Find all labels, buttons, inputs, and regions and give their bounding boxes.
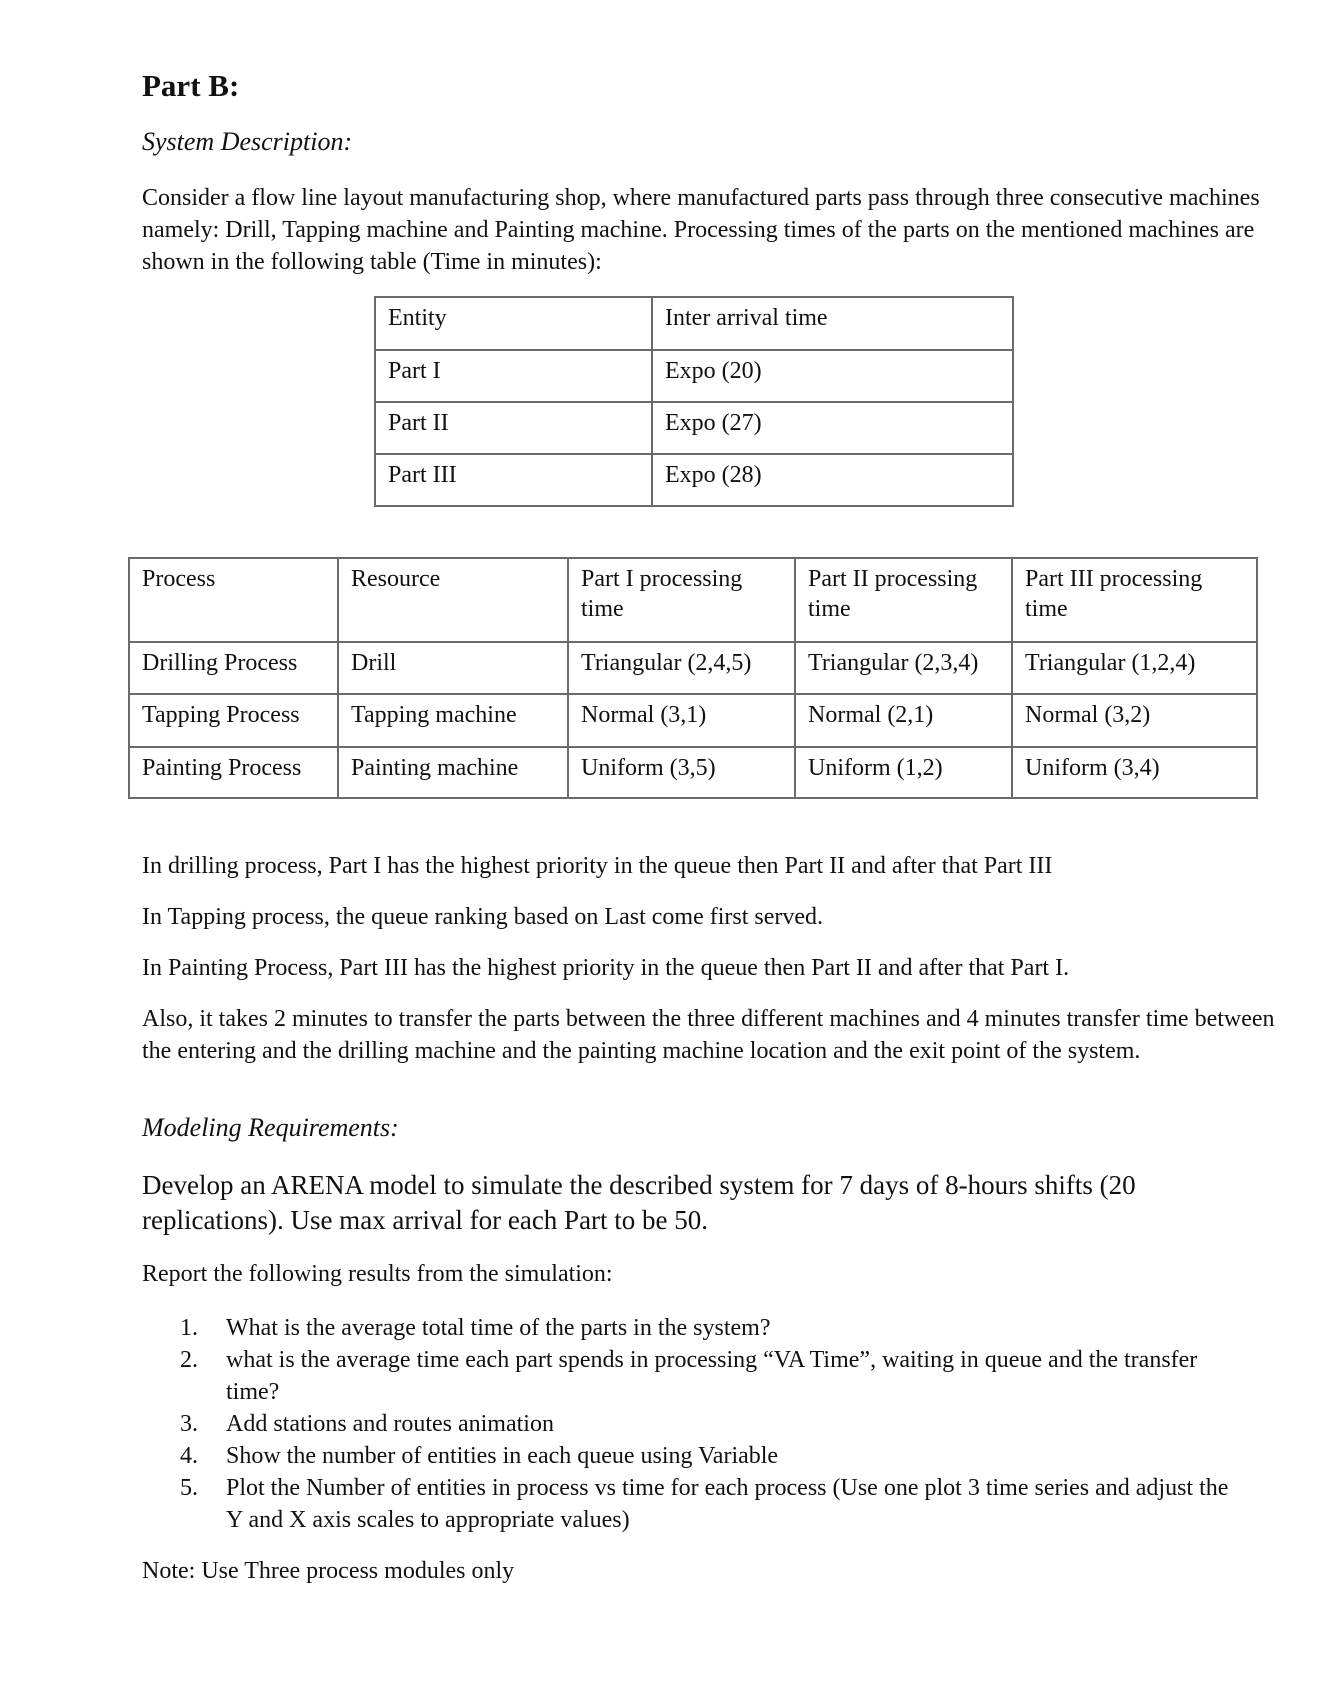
process-table	[128, 557, 1258, 799]
table-cell: Part III	[375, 454, 652, 506]
rule-painting-priority: In Painting Process, Part III has the highest priority in the queue then Part II and after that Part I.	[142, 955, 1070, 981]
list-item	[180, 1472, 1240, 1536]
rule-transfer-times: Also, it takes 2 minutes to transfer the parts between the three different machines and 4 minutes transfer time between the entering and the drilling machine and the painting machine location and the exit point of the system.	[142, 1006, 1275, 1064]
arrival-table	[374, 296, 1014, 507]
table-header-row	[129, 558, 1257, 642]
table-header-cell: Process	[129, 558, 338, 642]
table-header-row	[375, 297, 1013, 350]
list-item	[180, 1440, 1240, 1472]
list-number: 4.	[180, 1443, 198, 1469]
table-cell: Part II	[375, 402, 652, 454]
list-item	[180, 1312, 1240, 1344]
note: Note: Use Three process modules only	[142, 1558, 515, 1584]
list-item	[180, 1408, 1240, 1440]
rule-drilling-priority: In drilling process, Part I has the highest priority in the queue then Part II and after that Part III	[142, 853, 1053, 879]
table-cell: Triangular (2,4,5)	[568, 642, 795, 694]
table-header-cell: Part II processing time	[795, 558, 1012, 642]
modeling-requirements-heading: Modeling Requirements:	[142, 1113, 399, 1142]
table-row	[129, 642, 1257, 694]
table-cell: Tapping machine	[338, 694, 568, 747]
table-cell: Expo (27)	[652, 402, 1013, 454]
table-header-cell: Part I processing time	[568, 558, 795, 642]
table-cell: Uniform (3,5)	[568, 747, 795, 798]
table-cell: Expo (20)	[652, 350, 1013, 402]
table-cell: Normal (2,1)	[795, 694, 1012, 747]
system-description-intro: Consider a flow line layout manufacturing shop, where manufactured parts pass through three consecutive machines namely: Drill, Tapping machine and Painting machine. Processing times of the parts on the mentioned machines are shown in the following table (Time in minutes):	[142, 185, 1260, 275]
system-description-heading: System Description:	[142, 127, 353, 156]
list-number: 5.	[180, 1475, 198, 1501]
table-cell: Normal (3,1)	[568, 694, 795, 747]
list-item-text: What is the average total time of the parts in the system?	[226, 1315, 771, 1341]
table-cell: Expo (28)	[652, 454, 1013, 506]
table-cell: Painting machine	[338, 747, 568, 798]
list-number: 3.	[180, 1411, 198, 1437]
table-header-cell: Entity	[375, 297, 652, 350]
rule-tapping-lcfs: In Tapping process, the queue ranking based on Last come first served.	[142, 904, 824, 930]
table-cell: Uniform (1,2)	[795, 747, 1012, 798]
table-cell: Tapping Process	[129, 694, 338, 747]
page-title: Part B:	[142, 68, 240, 103]
list-item-text: Add stations and routes animation	[226, 1411, 554, 1437]
list-item-text: what is the average time each part spends in processing “VA Time”, waiting in queue and the transfer time?	[226, 1347, 1198, 1405]
table-row	[375, 402, 1013, 454]
table-header-cell: Resource	[338, 558, 568, 642]
table-cell: Normal (3,2)	[1012, 694, 1257, 747]
list-number: 1.	[180, 1315, 198, 1341]
table-header-cell: Inter arrival time	[652, 297, 1013, 350]
develop-instructions: Develop an ARENA model to simulate the described system for 7 days of 8-hours shifts (20 replications). Use max arrival for each Part to be 50.	[142, 1170, 1136, 1235]
table-cell: Drill	[338, 642, 568, 694]
report-intro: Report the following results from the simulation:	[142, 1261, 613, 1287]
table-row	[129, 747, 1257, 798]
table-row	[375, 350, 1013, 402]
table-cell: Triangular (2,3,4)	[795, 642, 1012, 694]
table-header-cell: Part III processing time	[1012, 558, 1257, 642]
table-row	[375, 454, 1013, 506]
table-row	[129, 694, 1257, 747]
list-item-text: Show the number of entities in each queue using Variable	[226, 1443, 779, 1469]
list-number: 2.	[180, 1347, 198, 1373]
table-cell: Triangular (1,2,4)	[1012, 642, 1257, 694]
list-item	[180, 1344, 1240, 1408]
list-item-text: Plot the Number of entities in process vs time for each process (Use one plot 3 time series and adjust the Y and X axis scales to appropriate values)	[226, 1475, 1229, 1533]
table-cell: Drilling Process	[129, 642, 338, 694]
requirements-list	[180, 1312, 1240, 1536]
table-cell: Part I	[375, 350, 652, 402]
table-cell: Uniform (3,4)	[1012, 747, 1257, 798]
table-cell: Painting Process	[129, 747, 338, 798]
